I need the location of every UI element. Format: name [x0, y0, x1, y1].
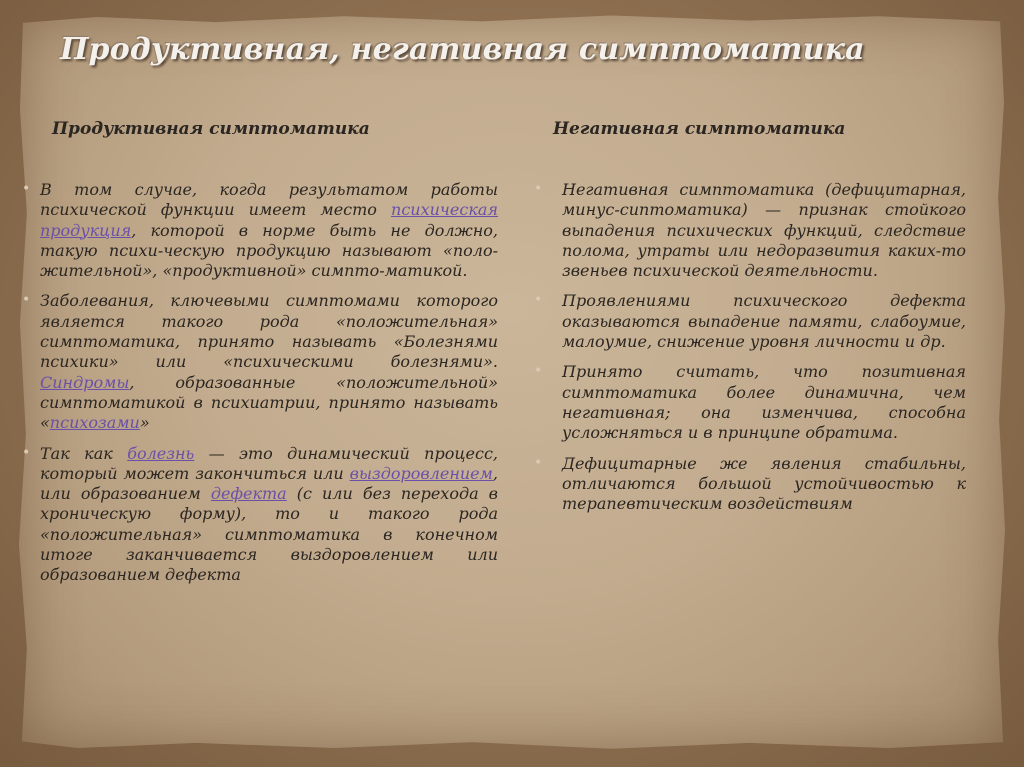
left-list-item — [22, 443, 498, 586]
left-bullet-list — [22, 180, 498, 586]
right-bullet-list — [530, 180, 966, 514]
hyperlink[interactable]: дефекта — [210, 484, 287, 504]
item-text: Дефицитарные же явления стабильны, отличаются большой устойчивостью к терапевтическим воздействиям — [562, 453, 966, 514]
item-text: , образованные «положительной» симптоматикой в психиатрии, принято называть « — [40, 372, 498, 433]
right-list-item — [530, 454, 966, 515]
left-list-item — [22, 291, 498, 433]
bullet-icon: • — [534, 363, 543, 380]
bullet-icon: • — [534, 454, 543, 471]
item-text: , которой в норме быть не должно, такую психи-ческую продукцию называют «поло-жительной», «продуктивной» симпто-матикой. — [40, 220, 498, 281]
bullet-icon: • — [22, 292, 31, 309]
hyperlink[interactable]: болезнь — [127, 443, 195, 463]
item-text: » — [139, 413, 150, 433]
hyperlink[interactable]: психическая продукция — [40, 200, 498, 240]
item-text: Так как — [40, 443, 128, 463]
left-column-heading: Продуктивная симптоматика — [52, 119, 370, 139]
item-text: Заболевания, ключевыми симптомами которого является такого рода «положительная» симптоматика, принято называть «Болезнями психики» или «психическими болезнями». — [40, 291, 498, 372]
hyperlink[interactable]: выздоровлением — [349, 463, 493, 483]
bullet-icon: • — [534, 181, 543, 197]
item-text: В том случае, когда результатом работы психической функции имеет место — [40, 180, 498, 220]
item-text: — это динамический процесс, который может закончиться или — [40, 443, 498, 483]
left-list-item — [22, 180, 498, 281]
item-text: , или образованием — [40, 463, 498, 504]
item-text: (с или без перехода в хроническую форму), то и такого рода «положительная» симптоматика в конечном итоге заканчивается выздоровлением или образованием дефекта — [40, 484, 498, 585]
right-column — [530, 180, 966, 524]
right-column-heading: Негативная симптоматика — [553, 119, 846, 139]
bullet-icon: • — [534, 292, 543, 309]
right-list-item — [530, 291, 966, 352]
bullet-icon: • — [22, 444, 31, 461]
item-text: Негативная симптоматика (дефицитарная, минус-сиптоматика) — признак стойкого выпадения психических функций, следствие полома, утраты или недоразвития каких-то звеньев психической деятельности. — [562, 180, 966, 281]
right-list-item — [530, 180, 966, 281]
item-text: Проявлениями психического дефекта оказываются выпадение памяти, слабоумие, малоумие, снижение уровня личности и др. — [562, 291, 966, 352]
hyperlink[interactable]: психозами — [49, 413, 140, 433]
right-list-item — [530, 362, 966, 443]
slide-title: Продуктивная, негативная симптоматика — [60, 32, 865, 67]
bullet-icon: • — [22, 181, 31, 197]
hyperlink[interactable]: Синдромы — [40, 372, 130, 392]
left-column — [22, 180, 498, 596]
item-text: Принято считать, что позитивная симптоматика более динамична, чем негативная; она изменчива, способна усложняться и в принципе обратима. — [562, 362, 966, 443]
